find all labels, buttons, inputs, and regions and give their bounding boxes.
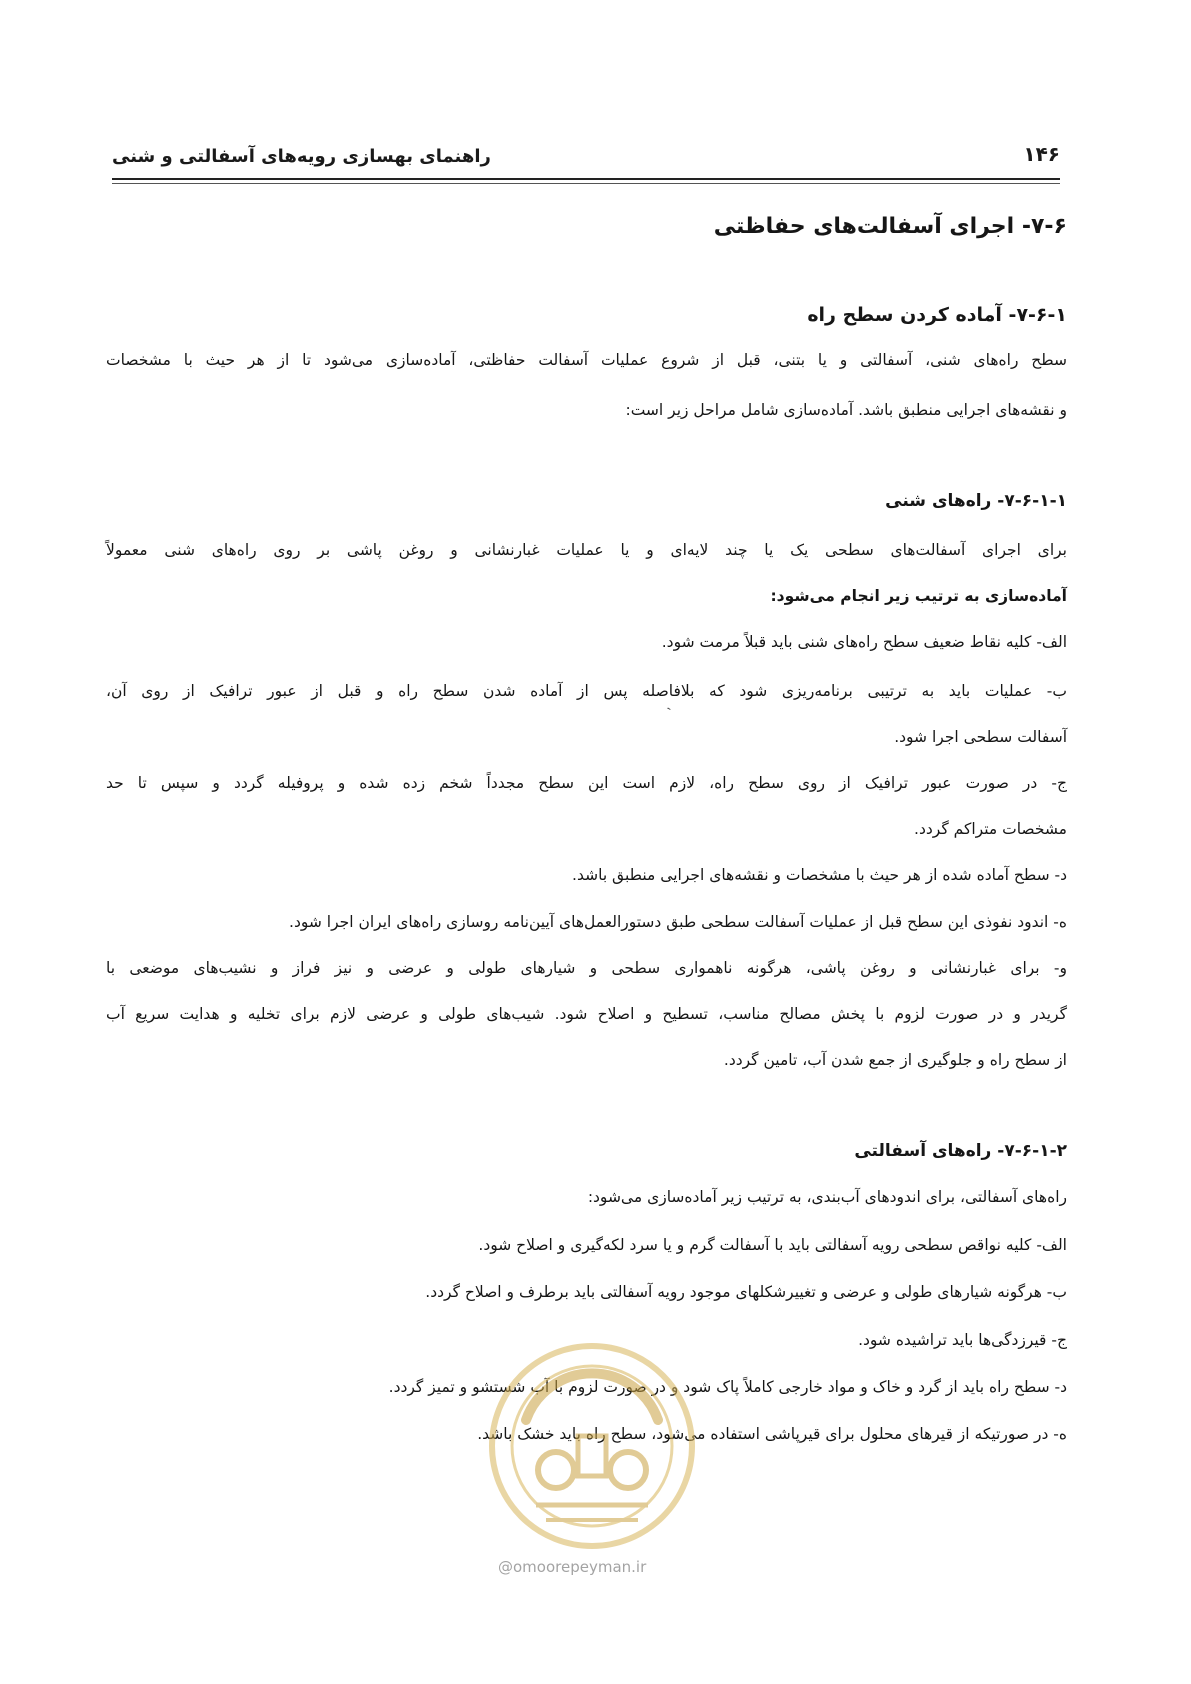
section-title: ۷-۶- اجرای آسفالت‌های حفاظتی bbox=[713, 214, 1067, 239]
subsection-title: ۷-۶-۱- آماده کردن سطح راه bbox=[807, 304, 1067, 326]
list-item: ب- هرگونه شیارهای طولی و عرضی و تغییرشکلهای موجود رویه آسفالتی باید برطرف و اصلاح گردد. bbox=[425, 1283, 1067, 1301]
list-item: د- سطح راه باید از گرد و خاک و مواد خارجی کاملاً پاک شود و در صورت لزوم با آب شستشو و تمیز گردد. bbox=[388, 1378, 1067, 1396]
paragraph-line: آماده‌سازی به ترتیب زیر انجام می‌شود: bbox=[770, 587, 1067, 605]
watermark-url: @omoorepeyman.ir bbox=[498, 1558, 647, 1576]
watermark-seal-icon bbox=[486, 1340, 698, 1552]
paragraph-line: سطح راه‌های شنی، آسفالتی و یا بتنی، قبل از شروع عملیات آسفالت حفاظتی، آماده‌سازی می‌شود تا از هر حیث با مشخصات bbox=[106, 351, 1067, 369]
list-item: گریدر و در صورت لزوم با پخش مصالح مناسب، تسطیح و اصلاح شود. شیب‌های طولی و عرضی لازم برای تخلیه و هدایت سریع آب bbox=[106, 1005, 1067, 1023]
list-item: و- برای غبارنشانی و روغن پاشی، هرگونه ناهمواری سطحی و شیارهای طولی و عرضی و نیز فراز و نشیب‌های موضعی با bbox=[106, 959, 1067, 977]
paragraph-line: و نقشه‌های اجرایی منطبق باشد. آماده‌سازی شامل مراحل زیر است: bbox=[625, 401, 1067, 419]
list-item: ج- قیرزدگی‌ها باید تراشیده شود. bbox=[858, 1331, 1067, 1349]
running-title: راهنمای بهسازی رویه‌های آسفالتی و شنی bbox=[112, 146, 491, 167]
list-item: ه- اندود نفوذی این سطح قبل از عملیات آسفالت سطحی طبق دستورالعمل‌های آیین‌نامه روسازی راه‌های ایران اجرا شود. bbox=[289, 913, 1067, 931]
subsection-title: ۷-۶-۱-۲- راه‌های آسفالتی bbox=[854, 1141, 1067, 1161]
list-item: ج- در صورت عبور ترافیک از روی سطح راه، لازم است این سطح مجدداً شخم زده شده و پروفیله گردد و سپس تا حد bbox=[106, 774, 1067, 792]
list-item: الف- کلیه نقاط ضعیف سطح راه‌های شنی باید قبلاً مرمت شود. bbox=[661, 633, 1067, 651]
list-item: الف- کلیه نواقص سطحی رویه آسفالتی باید با آسفالت گرم و یا سرد لکه‌گیری و اصلاح شود. bbox=[478, 1236, 1067, 1254]
page-header bbox=[112, 142, 1060, 172]
list-item: ب- عملیات باید به ترتیبی برنامه‌ریزی شود که بلافاصله پس از آماده شدن سطح راه و قبل از عبور ترافیک از روی آن، bbox=[106, 682, 1067, 700]
paragraph-line: برای اجرای آسفالت‌های سطحی یک یا چند لایه‌ای و یا عملیات غبارنشانی و روغن پاشی بر روی راه‌های شنی معمولاً bbox=[106, 541, 1067, 559]
header-divider bbox=[112, 178, 1060, 180]
list-item: آسفالت سطحی اجرا شود. bbox=[894, 728, 1067, 746]
page-number: ۱۴۶ bbox=[1023, 142, 1060, 166]
list-item: د- سطح آماده شده از هر حیث با مشخصات و نقشه‌های اجرایی منطبق باشد. bbox=[572, 866, 1067, 884]
list-item: از سطح راه و جلوگیری از جمع شدن آب، تامین گردد. bbox=[723, 1051, 1067, 1069]
pen-mark: ` bbox=[665, 705, 678, 723]
subsection-title: ۷-۶-۱-۱- راه‌های شنی bbox=[885, 491, 1067, 511]
header-divider-thin bbox=[112, 183, 1060, 184]
list-item: ه- در صورتیکه از قیرهای محلول برای قیرپاشی استفاده می‌شود، سطح راه باید خشک باشد. bbox=[477, 1425, 1067, 1443]
paragraph-line: راه‌های آسفالتی، برای اندودهای آب‌بندی، به ترتیب زیر آماده‌سازی می‌شود: bbox=[587, 1188, 1067, 1206]
list-item: مشخصات متراکم گردد. bbox=[914, 820, 1067, 838]
